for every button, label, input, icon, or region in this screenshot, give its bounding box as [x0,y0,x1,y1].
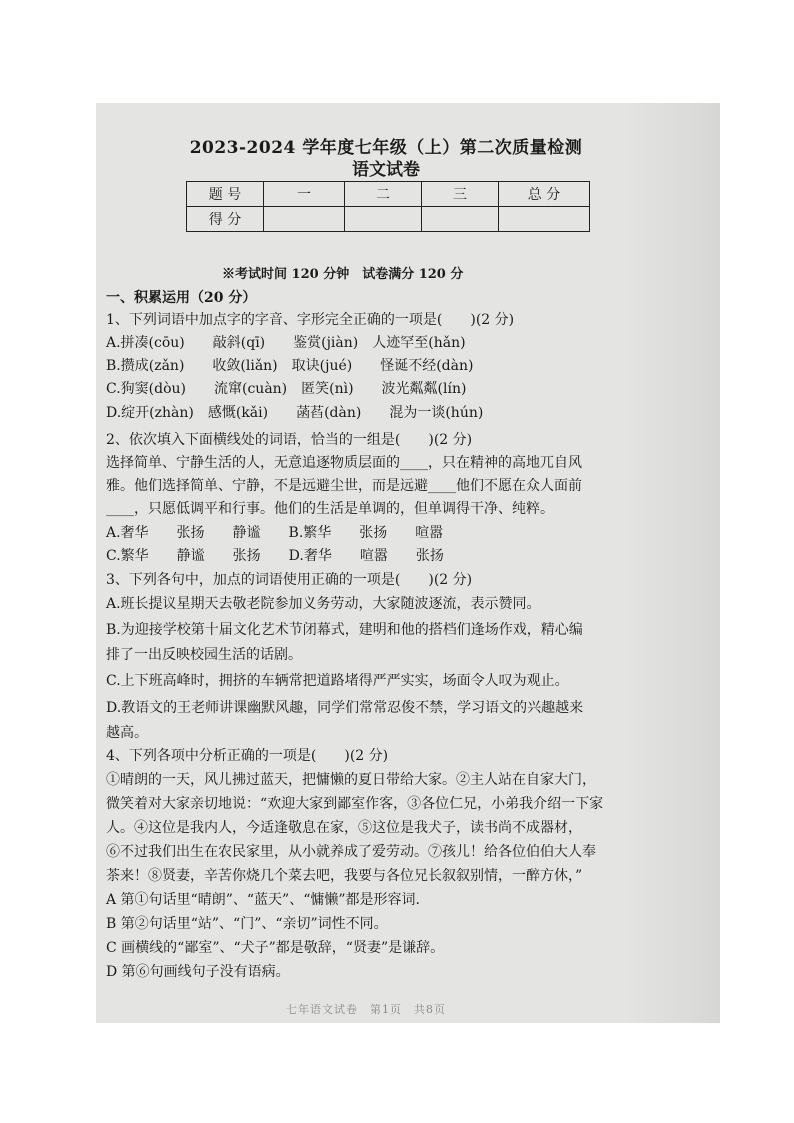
question-2-passage-line: 选择简单、宁静生活的人，无意追逐物质层面的____，只在精神的高地兀自风 [106,455,582,471]
question-4-passage-line: 茶来！⑧贤妻，辛苦你烧几个菜去吧，我要与各位兄长叙叙别情，一醉方休，” [106,868,583,884]
exam-title: 2023-2024 学年度七年级（上）第二次质量检测 [189,138,583,158]
question-2-stem: 2、依次填入下面横线处的词语，恰当的一组是( )(2 分) [106,432,473,448]
question-2-options-cd: C.繁华 静谧 张扬 D.奢华 喧嚣 张扬 [106,548,444,564]
exam-paper [96,103,720,1023]
question-4-stem: 4、下列各项中分析正确的一项是( )(2 分) [106,748,389,764]
question-3-option-c: C.上下班高峰时，拥挤的车辆常把道路堵得严严实实，场面令人叹为观止。 [106,673,569,689]
question-4-passage-line: ⑥不过我们出生在农民家里，从小就养成了爱劳动。⑦孩儿！给各位伯伯大人奉 [106,844,596,860]
question-1-stem: 1、下列词语中加点字的字音、字形完全正确的一项是( )(2 分) [106,312,515,328]
question-3-option-a: A.班长提议星期天去敬老院参加义务劳动，大家随波逐流，表示赞同。 [106,596,541,612]
question-4-option-d: D 第⑥句画线句子没有语病。 [106,964,290,980]
question-2-passage-line: ____，只愿低调平和行事。他们的生活是单调的，但单调得干净、纯粹。 [106,501,554,517]
question-4-option-b: B 第②句话里“站”、“门”、“亲切”词性不同。 [106,916,388,932]
score-input-cell[interactable] [264,207,345,232]
question-4-passage-line: ①晴朗的一天，风儿拂过蓝天，把慵懒的夏日带给大家。②主人站在自家大门， [106,772,596,788]
exam-subtitle: 语文试卷 [352,160,420,180]
question-4-option-a: A 第①句话里“晴朗”、“蓝天”、“慵懒”都是形容词. [106,892,420,908]
score-cell: 二 [345,182,422,207]
question-3-option-d: D.教语文的王老师讲课幽默风趣，同学们常常忍俊不禁，学习语文的兴趣越来 [106,700,584,716]
question-4-passage-line: 微笑着对大家亲切地说：“欢迎大家到鄙室作客，③各位仁兄，小弟我介绍一下家 [106,796,604,812]
question-4-option-c: C 画横线的“鄙室”、“犬子”都是敬辞，“贤妻”是谦辞。 [106,940,445,956]
section-heading: 一、积累运用（20 分） [106,290,257,306]
question-2-options-ab: A.奢华 张扬 静谧 B.繁华 张扬 喧嚣 [106,525,444,541]
score-input-cell[interactable] [345,207,422,232]
question-2-passage-line: 雅。他们选择简单、宁静，不是远避尘世，而是远避____他们不愿在众人面前 [106,478,582,494]
score-cell: 一 [264,182,345,207]
question-3-option-b-cont: 排了一出反映校园生活的话剧。 [106,647,302,663]
score-input-cell[interactable] [499,207,590,232]
score-cell: 题 号 [187,182,264,207]
question-1-option-c: C.狗窦(dòu) 流窜(cuàn) 匿笑(nì) 波光粼粼(lín) [106,381,467,397]
question-1-option-b: B.攒成(zǎn) 收敛(liǎn) 取诀(jué) 怪诞不经(dàn) [106,358,474,374]
score-table [186,181,590,232]
exam-info: ※考试时间 120 分钟 试卷满分 120 分 [222,267,464,282]
score-input-cell[interactable] [422,207,499,232]
question-3-stem: 3、下列各句中，加点的词语使用正确的一项是( )(2 分) [106,572,473,588]
score-cell: 三 [422,182,499,207]
score-cell: 总 分 [499,182,590,207]
score-table-header-row [187,182,590,207]
question-3-option-b: B.为迎接学校第十届文化艺术节闭幕式，建明和他的搭档们逢场作戏，精心编 [106,622,583,638]
score-cell: 得 分 [187,207,264,232]
question-3-option-d-cont: 越高。 [106,725,148,741]
question-1-option-a: A.拼凑(cōu) 敲斜(qī) 鉴赏(jiàn) 人迹罕至(hǎn) [106,335,466,351]
question-1-option-d: D.绽开(zhàn) 感慨(kǎi) 菡萏(dàn) 混为一谈(hún) [106,405,484,421]
question-4-passage-line: 人。④这位是我内人，今适逢敬息在家，⑤这位是我犬子，读书尚不成器材， [106,820,582,836]
page-footer: 七年语文试卷 第1页 共8页 [286,1003,446,1016]
paper-shadow [624,103,720,1023]
score-table-score-row [187,207,590,232]
